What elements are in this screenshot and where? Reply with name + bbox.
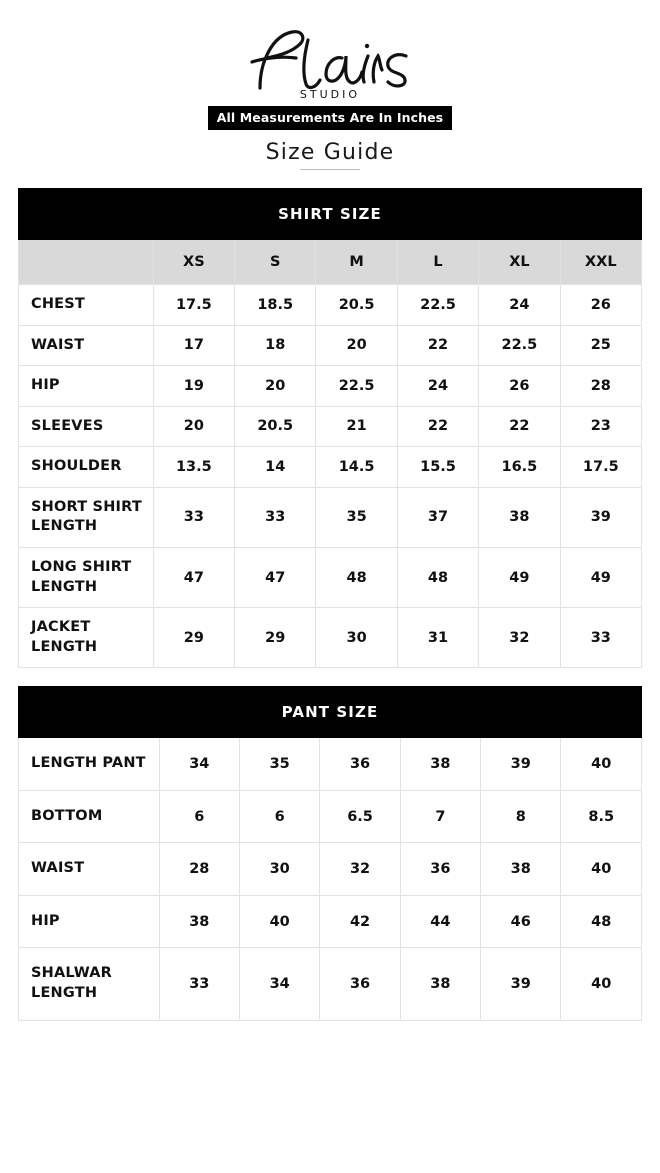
shirt-shoulder-m: 14.5 [316, 447, 397, 488]
table-row [19, 406, 642, 447]
shirt-jacket-m: 30 [316, 608, 397, 668]
shirt-waist-l: 22 [397, 325, 478, 366]
table-row [19, 843, 642, 896]
shirt-hip-m: 22.5 [316, 366, 397, 407]
shirt-waist-xl: 22.5 [479, 325, 560, 366]
shirt-sleeves-l: 22 [397, 406, 478, 447]
shirt-row-label-chest: CHEST [19, 285, 154, 326]
shirt-chest-s: 18.5 [235, 285, 316, 326]
shirt-longlen-xl: 49 [479, 547, 560, 607]
table-row [19, 948, 642, 1020]
shirt-waist-m: 20 [316, 325, 397, 366]
pant-hip-l: 44 [400, 895, 480, 948]
shirt-table-banner-label: SHIRT SIZE [19, 189, 642, 240]
shirt-shortlen-s: 33 [235, 487, 316, 547]
title-divider [300, 169, 360, 170]
shirt-waist-xs: 17 [153, 325, 234, 366]
shirt-jacket-xxl: 33 [560, 608, 641, 668]
table-row [19, 790, 642, 843]
shirt-shoulder-s: 14 [235, 447, 316, 488]
pant-waist-l: 36 [400, 843, 480, 896]
table-row [19, 547, 642, 607]
pant-hip-xxl: 48 [561, 895, 642, 948]
shirt-table-header-row [19, 240, 642, 285]
shirt-longlen-xs: 47 [153, 547, 234, 607]
pant-table-banner [19, 687, 642, 738]
pant-hip-xl: 46 [481, 895, 561, 948]
table-row [19, 738, 642, 791]
shirt-sleeves-m: 21 [316, 406, 397, 447]
measurement-units-badge: All Measurements Are In Inches [208, 106, 452, 130]
page-title: Size Guide [265, 140, 395, 165]
pant-shalwar-xxl: 40 [561, 948, 642, 1020]
shirt-shortlen-m: 35 [316, 487, 397, 547]
shirt-sleeves-s: 20.5 [235, 406, 316, 447]
pant-hip-xs: 38 [159, 895, 239, 948]
table-row [19, 487, 642, 547]
shirt-sleeves-xxl: 23 [560, 406, 641, 447]
pant-row-label-hip: HIP [19, 895, 160, 948]
shirt-jacket-l: 31 [397, 608, 478, 668]
flairs-studio-logo-icon [230, 22, 430, 100]
shirt-jacket-xs: 29 [153, 608, 234, 668]
shirt-row-label-jacket-length: JACKET LENGTH [19, 608, 154, 668]
shirt-waist-s: 18 [235, 325, 316, 366]
shirt-header-col-m: M [316, 240, 397, 285]
pant-waist-xxl: 40 [561, 843, 642, 896]
shirt-header-col-s: S [235, 240, 316, 285]
shirt-header-col-xs: XS [153, 240, 234, 285]
pant-waist-xs: 28 [159, 843, 239, 896]
shirt-row-label-waist: WAIST [19, 325, 154, 366]
pant-bottom-xl: 8 [481, 790, 561, 843]
shirt-size-table [18, 188, 642, 668]
shirt-shortlen-xl: 38 [479, 487, 560, 547]
table-row [19, 366, 642, 407]
pant-bottom-s: 6 [240, 790, 320, 843]
pant-row-label-waist: WAIST [19, 843, 160, 896]
shirt-chest-l: 22.5 [397, 285, 478, 326]
pant-row-label-shalwar-length: SHALWAR LENGTH [19, 948, 160, 1020]
pant-size-table [18, 686, 642, 1020]
pant-hip-m: 42 [320, 895, 400, 948]
shirt-row-label-shoulder: SHOULDER [19, 447, 154, 488]
pant-waist-s: 30 [240, 843, 320, 896]
shirt-longlen-m: 48 [316, 547, 397, 607]
shirt-chest-xl: 24 [479, 285, 560, 326]
shirt-shoulder-l: 15.5 [397, 447, 478, 488]
table-row [19, 447, 642, 488]
pant-shalwar-l: 38 [400, 948, 480, 1020]
shirt-hip-xl: 26 [479, 366, 560, 407]
pant-length-xxl: 40 [561, 738, 642, 791]
shirt-header-corner [19, 240, 154, 285]
pant-length-l: 38 [400, 738, 480, 791]
shirt-row-label-hip: HIP [19, 366, 154, 407]
pant-table-banner-label: PANT SIZE [19, 687, 642, 738]
shirt-header-col-xxl: XXL [560, 240, 641, 285]
shirt-header-col-xl: XL [479, 240, 560, 285]
shirt-shortlen-xs: 33 [153, 487, 234, 547]
shirt-hip-xs: 19 [153, 366, 234, 407]
pant-hip-s: 40 [240, 895, 320, 948]
pant-length-xl: 39 [481, 738, 561, 791]
shirt-hip-l: 24 [397, 366, 478, 407]
shirt-sleeves-xs: 20 [153, 406, 234, 447]
shirt-hip-xxl: 28 [560, 366, 641, 407]
pant-length-xs: 34 [159, 738, 239, 791]
pant-length-s: 35 [240, 738, 320, 791]
pant-shalwar-s: 34 [240, 948, 320, 1020]
pant-length-m: 36 [320, 738, 400, 791]
shirt-row-label-sleeves: SLEEVES [19, 406, 154, 447]
shirt-longlen-xxl: 49 [560, 547, 641, 607]
pant-shalwar-m: 36 [320, 948, 400, 1020]
shirt-shoulder-xl: 16.5 [479, 447, 560, 488]
table-row [19, 608, 642, 668]
shirt-chest-xxl: 26 [560, 285, 641, 326]
pant-row-label-length-pant: LENGTH PANT [19, 738, 160, 791]
pant-bottom-xxl: 8.5 [561, 790, 642, 843]
table-row [19, 895, 642, 948]
shirt-row-label-long-shirt-length: LONG SHIRT LENGTH [19, 547, 154, 607]
shirt-shoulder-xxl: 17.5 [560, 447, 641, 488]
pant-bottom-xs: 6 [159, 790, 239, 843]
pant-row-label-bottom: BOTTOM [19, 790, 160, 843]
shirt-waist-xxl: 25 [560, 325, 641, 366]
shirt-longlen-s: 47 [235, 547, 316, 607]
pant-waist-m: 32 [320, 843, 400, 896]
shirt-row-label-short-shirt-length: SHORT SHIRT LENGTH [19, 487, 154, 547]
pant-shalwar-xl: 39 [481, 948, 561, 1020]
shirt-header-col-l: L [397, 240, 478, 285]
pant-shalwar-xs: 33 [159, 948, 239, 1020]
shirt-jacket-xl: 32 [479, 608, 560, 668]
shirt-shoulder-xs: 13.5 [153, 447, 234, 488]
pant-bottom-m: 6.5 [320, 790, 400, 843]
svg-text:STUDIO: STUDIO [299, 88, 361, 100]
shirt-longlen-l: 48 [397, 547, 478, 607]
shirt-jacket-s: 29 [235, 608, 316, 668]
shirt-chest-m: 20.5 [316, 285, 397, 326]
shirt-hip-s: 20 [235, 366, 316, 407]
shirt-sleeves-xl: 22 [479, 406, 560, 447]
shirt-shortlen-l: 37 [397, 487, 478, 547]
shirt-chest-xs: 17.5 [153, 285, 234, 326]
table-row [19, 285, 642, 326]
pant-waist-xl: 38 [481, 843, 561, 896]
brand-header [18, 0, 642, 170]
shirt-shortlen-xxl: 39 [560, 487, 641, 547]
shirt-table-banner [19, 189, 642, 240]
pant-bottom-l: 7 [400, 790, 480, 843]
table-row [19, 325, 642, 366]
